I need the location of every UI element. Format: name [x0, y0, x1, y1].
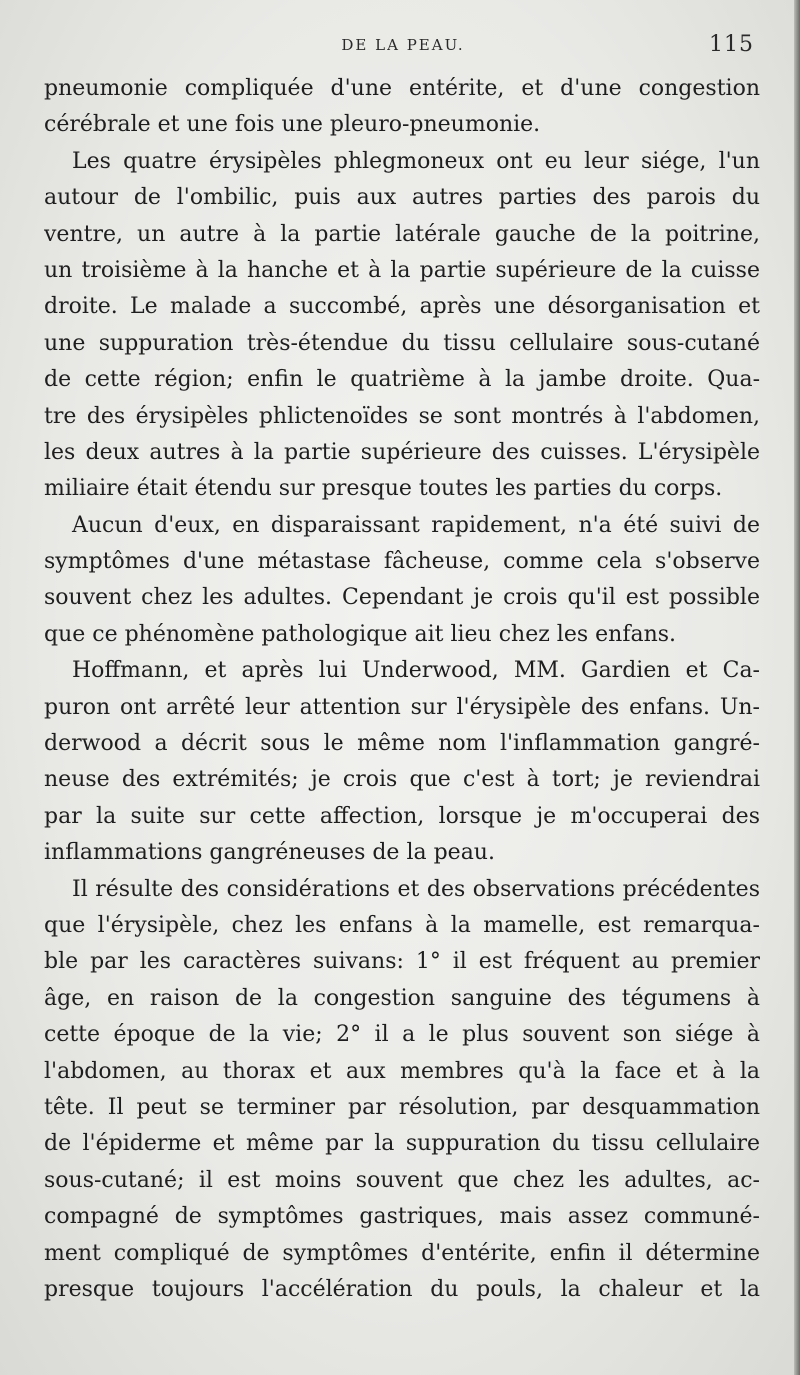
text-line: symptômes d'une métastase fâcheuse, comme cela s'observe: [44, 549, 760, 575]
text-line: pneumonie compliquée d'une entérite, et d'une congestion: [44, 76, 760, 101]
text-line: sous-cutané; il est moins souvent que chez les adultes, ac-: [44, 1167, 760, 1193]
text-line: tête. Il peut se terminer par résolution, par desquammation: [44, 1094, 760, 1120]
text-line: que ce phénomène pathologique ait lieu chez les enfans.: [44, 621, 677, 647]
text-line: que l'érysipèle, chez les enfans à la mamelle, est remarqua-: [44, 912, 760, 938]
text-line: puron ont arrêté leur attention sur l'érysipèle des enfans. Un-: [44, 694, 760, 720]
text-line: Aucun d'eux, en disparaissant rapidement, n'a été suivi de: [72, 512, 760, 538]
text-line: autour de l'ombilic, puis aux autres parties des parois du: [44, 185, 760, 211]
body-text: [44, 71, 760, 1308]
text-line: cérébrale et une fois une pleuro-pneumonie.: [44, 112, 541, 138]
text-line: de cette région; enfin le quatrième à la jambe droite. Qua-: [44, 367, 760, 393]
text-line: ment compliqué de symptômes d'entérite, enfin il détermine: [44, 1240, 760, 1266]
page-edge-shadow: [794, 0, 800, 1375]
text-line: une suppuration très-étendue du tissu cellulaire sous-cutané: [44, 330, 760, 356]
text-line: tre des érysipèles phlictenoïdes se sont montrés à l'abdomen,: [44, 403, 760, 429]
text-line: par la suite sur cette affection, lorsque je m'occuperai des: [44, 803, 760, 829]
text-line: ble par les caractères suivans: 1° il est fréquent au premier: [44, 949, 760, 975]
text-line: cette époque de la vie; 2° il a le plus souvent son siége à: [44, 1022, 760, 1048]
text-line: droite. Le malade a succombé, après une désorganisation et: [44, 294, 760, 320]
page-number: 115: [709, 32, 754, 57]
text-line: ventre, un autre à la partie latérale gauche de la poitrine,: [44, 221, 760, 247]
text-line: miliaire était étendu sur presque toutes les parties du corps.: [44, 476, 723, 502]
text-line: compagné de symptômes gastriques, mais assez communé-: [44, 1204, 760, 1230]
text-line: souvent chez les adultes. Cependant je crois qu'il est possible: [44, 585, 760, 611]
text-line: neuse des extrémités; je crois que c'est à tort; je reviendrai: [44, 767, 760, 793]
text-line: Il résulte des considérations et des observations précédentes: [72, 876, 760, 902]
text-line: Les quatre érysipèles phlegmoneux ont eu leur siége, l'un: [72, 148, 760, 174]
text-line: derwood a décrit sous le même nom l'inflammation gangré-: [44, 731, 760, 757]
text-line: inflammations gangréneuses de la peau.: [44, 840, 495, 866]
text-line: un troisième à la hanche et à la partie supérieure de la cuisse: [44, 257, 760, 283]
text-line: Hoffmann, et après lui Underwood, MM. Gardien et Ca-: [72, 658, 760, 684]
text-line: les deux autres à la partie supérieure des cuisses. L'érysipèle: [44, 439, 760, 465]
text-line: l'abdomen, au thorax et aux membres qu'à la face et à la: [44, 1058, 760, 1084]
page-header: [46, 32, 760, 62]
text-line: presque toujours l'accélération du pouls, la chaleur et la: [44, 1276, 760, 1302]
text-line: âge, en raison de la congestion sanguine des tégumens à: [44, 985, 760, 1011]
running-head: DE LA PEAU.: [341, 36, 465, 54]
text-line: de l'épiderme et même par la suppuration du tissu cellulaire: [44, 1131, 760, 1157]
